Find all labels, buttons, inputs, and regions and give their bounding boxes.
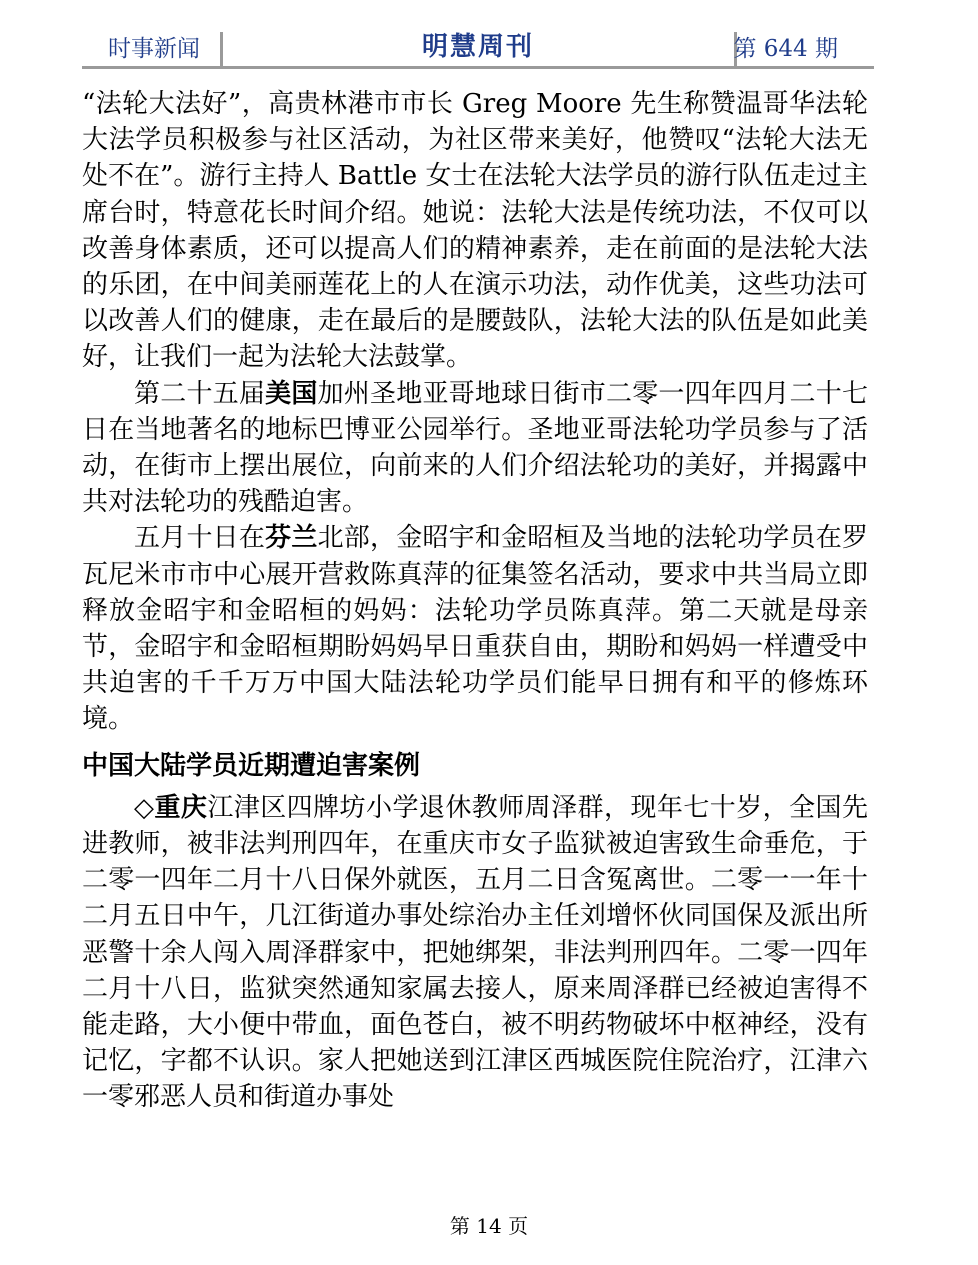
diamond-bullet-icon: ◇	[134, 792, 155, 823]
paragraph-text: 北部，金昭宇和金昭桓及当地的法轮功学员在罗瓦尼米市市中心展开营救陈真萍的征集签名活动，要求中共当局立即释放金昭宇和金昭桓的妈妈：法轮功学员陈真萍。第二天就是母亲节，金昭宇和金昭桓期盼妈妈早日重获自由，期盼和妈妈一样遭受中共迫害的千千万万中国大陆法轮功学员们能早日拥有和平的修炼环境。	[82, 523, 868, 735]
place-name-chongqing: 重庆	[154, 792, 208, 823]
header-issue-number: 第 644 期	[733, 36, 838, 62]
paragraph-text: 江津区四牌坊小学退休教师周泽群，现年七十岁，全国先进教师，被非法判刑四年，在重庆市女子监狱被迫害致生命垂危，于二零一四年二月十八日保外就医，五月二日含冤离世。二零一一年十二月五日中午，几江街道办事处综治办主任刘增怀伙同国保及派出所恶警十余人闯入周泽群家中，把她绑架，非法判刑四年。二零一四年二月十八日，监狱突然通知家属去接人，原来周泽群已经被迫害得不能走路，大小便中带血，面色苍白，被不明药物破坏中枢神经，没有记忆，字都不认识。家人把她送到江津区西城医院住院治疗，江津六一零邪恶人员和街道办事处	[82, 792, 868, 1113]
section-heading: 中国大陆学员近期遭迫害案例	[82, 750, 421, 781]
paragraph-text: 第二十五届	[134, 378, 266, 409]
case-paragraph	[82, 790, 868, 1116]
page-header	[82, 22, 874, 68]
paragraph-2	[82, 376, 868, 521]
header-rule	[82, 66, 874, 69]
header-section-label: 时事新闻	[108, 36, 200, 62]
article-body	[82, 86, 868, 1116]
place-name-finland: 芬兰	[265, 523, 318, 554]
paragraph-text: 五月十日在	[134, 523, 266, 554]
paragraph-1	[82, 86, 868, 376]
paragraph-3	[82, 520, 868, 737]
place-name-usa: 美国	[265, 378, 318, 409]
header-title: 明慧周刊	[421, 32, 534, 62]
paragraph-text: 加州圣地亚哥地球日街市二零一四年四月二十七日在当地著名的地标巴博亚公园举行。圣地亚哥法轮功学员参与了活动，在街市上摆出展位，向前来的人们介绍法轮功的美好，并揭露中共对法轮功的残酷迫害。	[82, 378, 868, 518]
page-number: 第 14 页	[449, 1214, 529, 1238]
paragraph-text: “法轮大法好”，高贵林港市市长 Greg Moore 先生称赞温哥华法轮大法学员积极参与社区活动，为社区带来美好，他赞叹“法轮大法无处不在”。游行主持人 Battle 女士在法轮大法学员的游行队伍走过主席台时，特意花长时间介绍。她说：法轮大法是传统功法，不仅可以改善身体素质，还可以提高人们的精神素养，走在前面的是法轮大法的乐团，在中间美丽莲花上的人在演示功法，动作优美，这些功法可以改善人们的健康，走在最后的是腰鼓队，法轮大法的队伍是如此美好，让我们一起为法轮大法鼓掌。	[82, 89, 868, 373]
